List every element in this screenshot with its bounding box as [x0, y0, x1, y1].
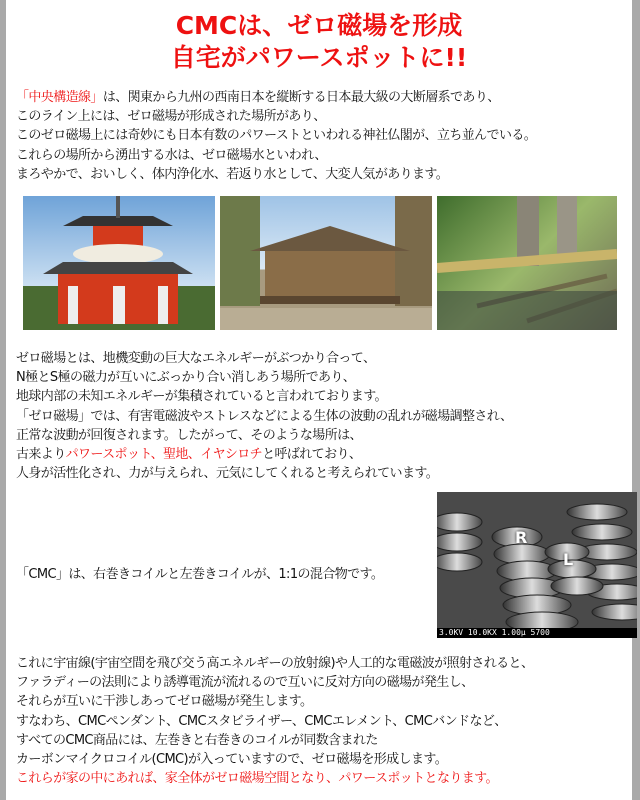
- zero-field-line: 古来より: [16, 447, 66, 463]
- zero-field-line: 地球内部の未知エネルギーが集積されていると言われております。: [16, 389, 387, 405]
- page-title-line2: 自宅がパワースポットに!!: [170, 43, 468, 72]
- zero-field-line: 「ゼロ磁場」では、有害電磁波やストレスなどによる生体の波動の乱れが磁場調整され、: [16, 408, 513, 424]
- coil-image: [437, 492, 637, 638]
- closing-paragraph: [16, 654, 533, 788]
- zero-field-line: N極とS極の磁力が互いにぶっかり合い消しあう場所であり、: [16, 370, 356, 386]
- closing-line: これに宇宙線(宇宙空間を飛び交う高エネルギーの放射線)や人工的な電磁波が照射されると、: [16, 656, 534, 671]
- intro-line: まろやかで、おいしく、体内浄化水、若返り水として、大変人気があります。: [16, 166, 449, 182]
- zero-field-line: ゼロ磁場とは、地機変動の巨大なエネルギーがぶつかり合って、: [16, 351, 376, 366]
- intro-line: このゼロ磁場上には奇妙にも日本有数のパワーストといわれる神社仏閣が、立ち並んでいる。: [16, 128, 537, 144]
- page: [6, 0, 632, 800]
- shrine-photo: [220, 196, 432, 330]
- cmc-description: 「CMC」は、右巻きコイルと左巻きコイルが、1:1の混合物です。: [16, 567, 384, 582]
- closing-line: すなわち、CMCペンダント、CMCスタビライザー、CMCエレメント、CMCバンドなど、: [16, 713, 507, 729]
- zero-field-line: 人身が活性化され、力が与えられ、元気にしてくれると考えられています。: [16, 466, 439, 482]
- water-spring-image: [437, 196, 617, 330]
- zero-field-paragraph: [16, 349, 512, 483]
- pagoda-image: [23, 196, 215, 330]
- closing-line: ファラディーの法則により誘導電流が流れるので互いに反対方向の磁場が発生し、: [16, 675, 474, 691]
- closing-line: カーボンマイクロコイル(CMC)が入っていますので、ゼロ磁場を形成します。: [16, 752, 448, 768]
- shrine-image: [220, 196, 432, 330]
- intro-line: これらの場所から湧出する水は、ゼロ磁場水といわれ、: [16, 147, 327, 163]
- water-spring-photo: [437, 196, 617, 330]
- power-spot-highlight: パワースポット、聖地、イヤシロチ: [65, 447, 263, 463]
- intro-paragraph: [16, 88, 536, 184]
- intro-line: は、関東から九州の西南日本を縦断する日本最大級の大断層系であり、: [102, 90, 500, 105]
- closing-highlight-line: これらが家の中にあれば、家全体がゼロ磁場空間となり、パワースポットとなります。: [16, 771, 498, 787]
- carbon-microcoil-sem-image: [437, 492, 637, 638]
- zero-field-line: 正常な波動が回復されます。したがって、そのような場所は、: [16, 427, 362, 443]
- sem-caption: 3.0KV 10.0KX 1.00μ 5700: [437, 628, 637, 638]
- closing-line: それらが互いに干渉しあってゼロ磁場が発生します。: [16, 694, 313, 710]
- zero-field-line: と呼ばれており、: [262, 447, 362, 463]
- highlight-term: 「中央構造線」: [16, 90, 103, 105]
- closing-line: すべてのCMC商品には、左巻きと右巻きのコイルが同数含まれた: [16, 732, 378, 748]
- left-coil-label: L: [563, 550, 574, 569]
- intro-line: このライン上には、ゼロ磁場が形成された場所があり、: [16, 109, 326, 125]
- pagoda-photo: [23, 196, 215, 330]
- right-coil-label: R: [515, 528, 528, 547]
- page-title-line1: CMCは、ゼロ磁場を形成: [175, 11, 463, 40]
